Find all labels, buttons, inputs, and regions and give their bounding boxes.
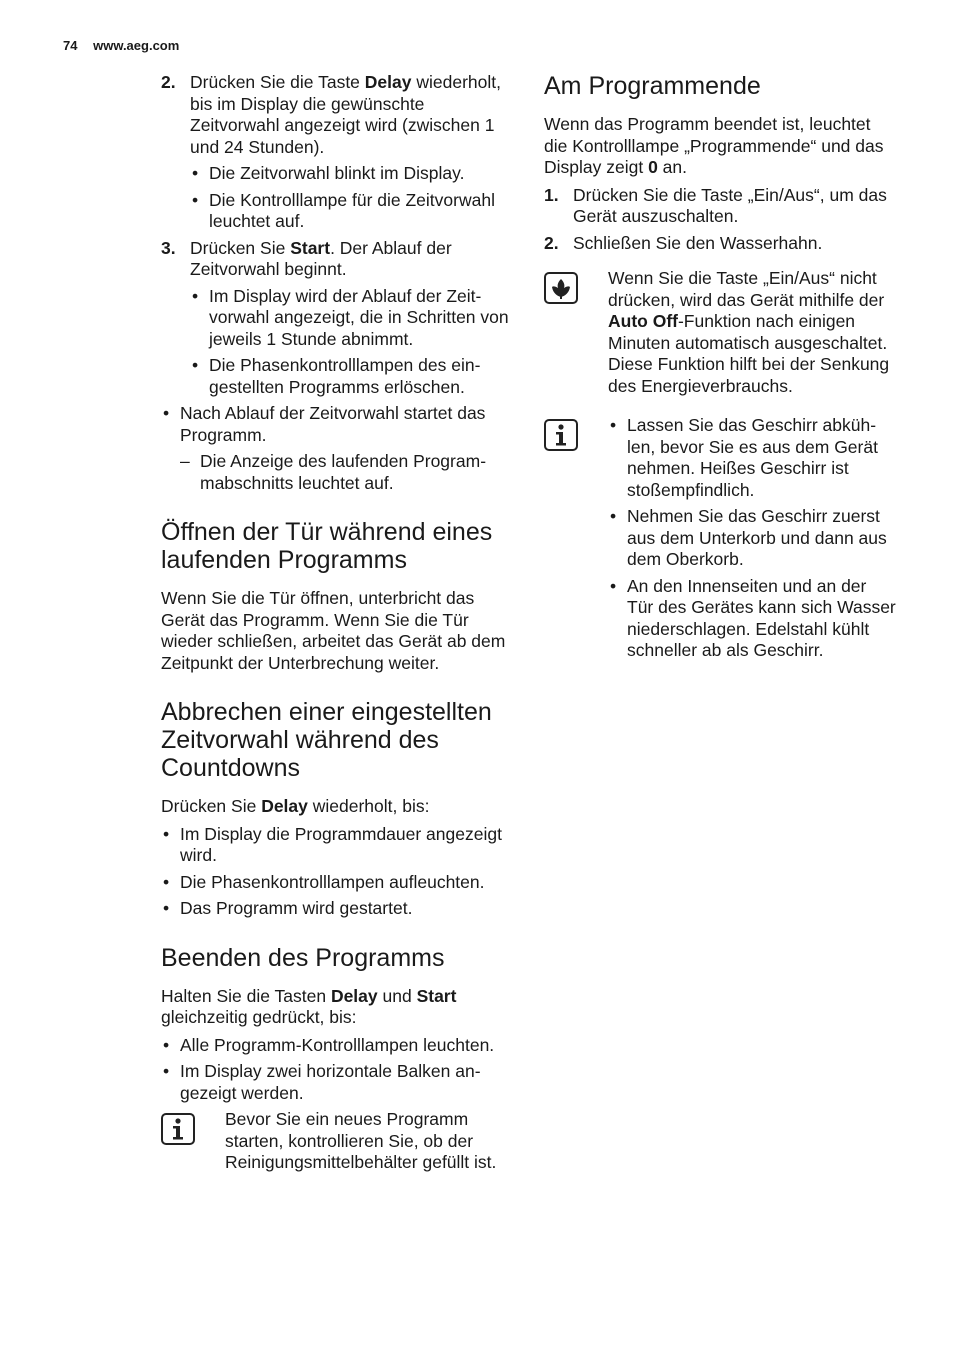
- paragraph: Wenn das Programm beendet ist, leuchtet die Kontrolllampe „Programmende“ und das Display zeigt 0 an.: [544, 114, 884, 177]
- left-column: [161, 72, 513, 1174]
- list-item: • Alle Programm-Kontrolllampen leuchten.: [161, 1035, 513, 1057]
- list-item: • Die Kontrolllampe für die Zeitvorwahl leuchtet auf.: [190, 190, 513, 233]
- paragraph: Halten Sie die Tasten Delay und Start gleichzeitig gedrückt, bis:: [161, 985, 457, 1027]
- paragraph: Wenn Sie die Tür öffnen, unterbricht das Gerät das Programm. Wenn Sie die Tür wieder schließen, arbeitet das Gerät ab dem Zeitpunkt der Unterbrechung weiter.: [161, 588, 506, 673]
- website-link[interactable]: www.aeg.com: [93, 38, 180, 53]
- list-item: • Die Phasenkontrolllampen des eingestellten Programms erlöschen.: [190, 355, 513, 398]
- step-1: 1. Drücken Sie die Taste „Ein/Aus“, um das Gerät auszuschalten.: [544, 184, 887, 226]
- info-icon: [544, 419, 578, 451]
- section-title-end: Beenden des Programms: [161, 943, 445, 972]
- section-title-programme-end: Am Programmende: [544, 72, 761, 100]
- step-3: 3. Drücken Sie Start. Der Ablauf der Zeitvorwahl beginnt.: [161, 237, 452, 279]
- list-item: • Das Programm wird gestartet.: [161, 898, 513, 920]
- list-item: • Nehmen Sie das Geschirr zuerst aus dem Unterkorb und dann aus dem Oberkorb.: [608, 506, 896, 571]
- leaf-icon: [544, 272, 578, 304]
- step-2: 2. Drücken Sie die Taste Delay wiederholt, bis im Display die gewünschte Zeitvorwahl angezeigt wird (zwischen 1 und 24 Stunden).: [161, 72, 501, 157]
- list-item: • Die Phasenkontrolllampen aufleuchten.: [161, 872, 513, 894]
- eco-note: Wenn Sie die Taste „Ein/Aus“ nicht drücken, wird das Gerät mithilfe der Auto Off-Funktion nach einigen Minuten automatisch ausgeschaltet. Diese Funktion hilft bei der Senkung des Energieverbrauchs.: [544, 268, 896, 397]
- info-icon: [161, 1113, 195, 1145]
- page-number: 74: [63, 38, 78, 53]
- list-item: • Die Zeitvorwahl blinkt im Display.: [190, 163, 513, 185]
- list-item: • Im Display wird der Ablauf der Zeitvorwahl angezeigt, die in Schritten von jeweils 1 Stunde abnimmt.: [190, 286, 513, 351]
- section-title-cancel: Abbrechen einer eingestellten Zeitvorwahl während des Countdowns: [161, 698, 492, 782]
- list-item: • Im Display zwei horizontale Balken angezeigt werden.: [161, 1061, 513, 1104]
- step-2: 2. Schließen Sie den Wasserhahn.: [544, 232, 823, 253]
- list-item: • Im Display die Programmdauer angezeigt wird.: [161, 824, 513, 867]
- page-header: [63, 38, 179, 53]
- section-title-door: Öffnen der Tür während eines laufenden Programms: [161, 518, 493, 574]
- paragraph: Drücken Sie Delay wiederholt, bis:: [161, 796, 430, 816]
- dash-item: – Die Anzeige des laufenden Programmabschnitts leuchtet auf.: [161, 451, 513, 494]
- list-item: • Nach Ablauf der Zeitvorwahl startet das Programm.: [161, 403, 513, 446]
- info-note: [544, 415, 896, 662]
- right-column: [544, 72, 896, 667]
- info-note: Bevor Sie ein neues Programm starten, kontrollieren Sie, ob der Reinigungsmittelbehälter gefüllt ist.: [161, 1109, 513, 1174]
- list-item: • An den Innenseiten und an der Tür des Gerätes kann sich Wasser niederschlagen. Edelstahl kühlt schneller ab als Geschirr.: [608, 576, 896, 662]
- list-item: • Lassen Sie das Geschirr abkühlen, bevor Sie es aus dem Gerät nehmen. Heißes Geschirr ist stoßempfindlich.: [608, 415, 896, 501]
